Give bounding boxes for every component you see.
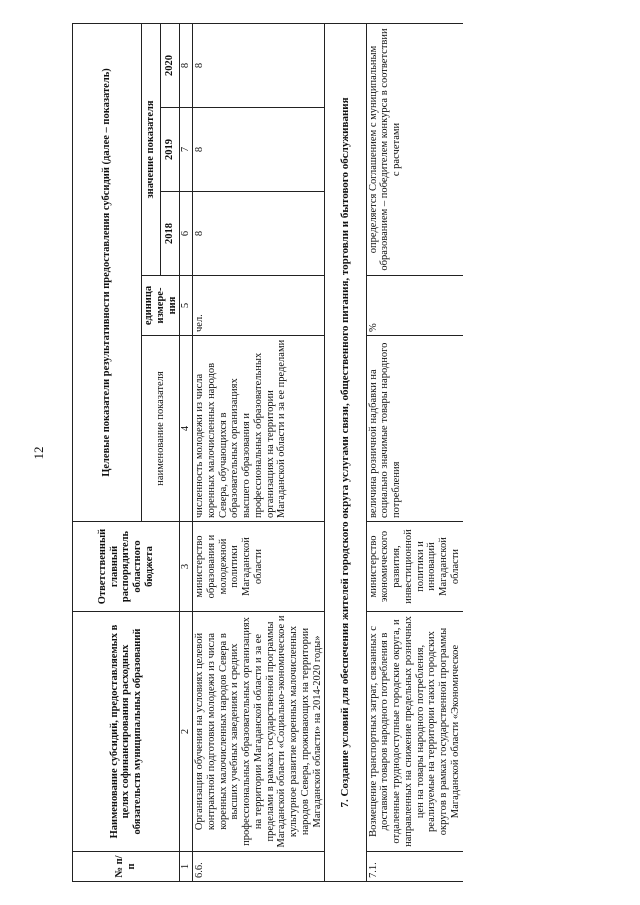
row-responsible: министерство экономического развития, инвестиционной политики и инноваций Магаданской области: [366, 522, 463, 612]
colnum-7: 7: [180, 108, 193, 192]
header-row-1: [73, 23, 142, 881]
header-num: № п/п: [73, 852, 180, 882]
row-responsible: министерство образования и молодежной политики Магаданской области: [193, 522, 325, 612]
page-number: 12: [31, 446, 46, 460]
row-num: 7.1.: [366, 852, 463, 882]
header-responsible: Ответственный главный распорядитель областного бюджета: [73, 522, 180, 612]
section-7-heading: 7. Создание условий для обеспечения жителей городского округа услугами связи, общественного питания, торговли и бытового обслуживания: [325, 23, 366, 881]
header-value: значение показателя: [142, 23, 161, 275]
table-row: [193, 23, 325, 881]
colnum-5: 5: [180, 276, 193, 336]
row-value-2020: 8: [193, 23, 325, 107]
header-year-2020: 2020: [161, 23, 180, 107]
colnum-4: 4: [180, 336, 193, 522]
colnum-6: 6: [180, 192, 193, 276]
header-year-2019: 2019: [161, 108, 180, 192]
header-year-2018: 2018: [161, 192, 180, 276]
rotated-page: [72, 24, 552, 882]
header-targets: Целевые показатели результативности предоставления субсидий (далее – показатель): [73, 23, 142, 521]
section-7-heading-row: [325, 23, 366, 881]
row-num: 6.6.: [193, 852, 325, 882]
colnum-3: 3: [180, 522, 193, 612]
row-value-2018: 8: [193, 192, 325, 276]
header-name: Наименование субсидий, предоставляемых в целях софинансирования расходных обязательств муниципальных образований: [73, 612, 180, 852]
row-value-2019: 8: [193, 108, 325, 192]
colnum-1: 1: [180, 852, 193, 882]
row-name: Возмещение транспортных затрат, связанных с доставкой товаров народного потребления в отдаленные труднодоступные городские округа, и направленных на снижение предельных розничных цен на товары народного потребления, реализуемые на территории таких городских округов в рамках государственной программы Магаданской области «Экономическое: [366, 612, 463, 852]
colnum-8: 8: [180, 23, 193, 107]
row-indicator: численность молодежи из числа коренных малочисленных народов Севера, обучающихся в образовательных организациях высшего образования и профессиональных образовательных организациях на территории Магаданской области и за ее пределами: [193, 336, 325, 522]
row-name: Организация обучения на условиях целевой контрактной подготовки молодежи из числа коренных малочисленных народов Севера в высших учебных заведениях и средних профессиональных образовательных организациях на территории Магаданской области и за ее пределами в рамках государственной программы Магаданской области «Социально-экономическое и культурное развитие коренных малочисленных народов Севера, проживающих на территории Магаданской области» на 2014-2020 годы»: [193, 612, 325, 852]
header-unit: единица измере-ния: [142, 276, 180, 336]
header-indicator-name: наименование показателя: [142, 336, 180, 522]
row-unit: %: [366, 276, 463, 336]
row-indicator: величина розничной надбавки на социально значимые товары народного потребления: [366, 336, 463, 522]
row-unit: чел.: [193, 276, 325, 336]
column-number-row: [180, 23, 193, 881]
colnum-2: 2: [180, 612, 193, 852]
row-value-merged: определяется Соглашением с муниципальным образованием – победителем конкурса в соответствии с расчетами: [366, 23, 463, 275]
subsidy-table: [72, 23, 463, 882]
table-row: [366, 23, 463, 881]
